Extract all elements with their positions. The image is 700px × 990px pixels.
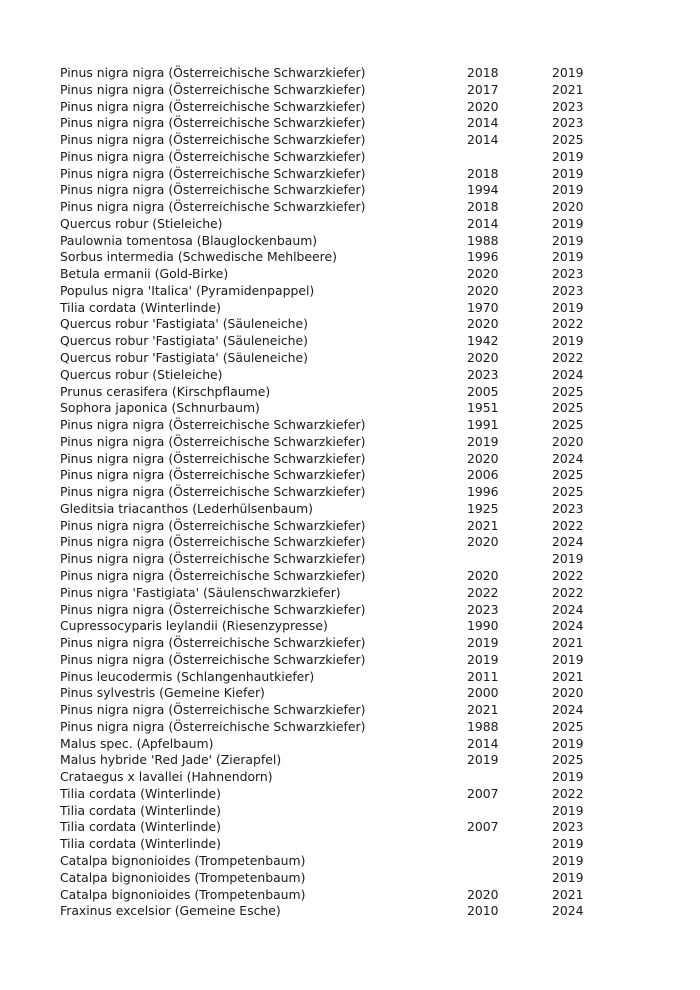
planted-year-cell: 2018 bbox=[467, 65, 499, 80]
planted-year-cell: 2020 bbox=[467, 886, 499, 902]
checked-year-cell: 2019 bbox=[552, 836, 584, 852]
table-row bbox=[60, 702, 620, 719]
species-cell: Pinus nigra nigra (Österreichische Schwarzkiefer) bbox=[60, 450, 366, 466]
table-row bbox=[60, 216, 620, 233]
checked-year-cell: 2019 bbox=[552, 165, 584, 181]
species-cell: Crataegus x lavallei (Hahnendorn) bbox=[60, 769, 273, 785]
species-cell: Tilia cordata (Winterlinde) bbox=[60, 836, 221, 852]
table-row bbox=[60, 853, 620, 870]
checked-year-cell: 2025 bbox=[552, 484, 584, 500]
planted-year-cell: 2021 bbox=[467, 702, 499, 718]
species-cell: Pinus nigra nigra (Österreichische Schwarzkiefer) bbox=[60, 635, 366, 651]
species-cell: Catalpa bignonioides (Trompetenbaum) bbox=[60, 886, 306, 902]
planted-year-cell: 2010 bbox=[467, 903, 499, 919]
checked-year-cell: 2024 bbox=[552, 618, 584, 634]
checked-year-cell: 2019 bbox=[552, 148, 584, 164]
species-cell: Pinus nigra nigra (Österreichische Schwarzkiefer) bbox=[60, 517, 366, 533]
checked-year-cell: 2025 bbox=[552, 417, 584, 433]
planted-year-cell: 1996 bbox=[467, 249, 499, 265]
species-cell: Pinus nigra nigra (Österreichische Schwarzkiefer) bbox=[60, 551, 366, 567]
species-cell: Pinus nigra nigra (Österreichische Schwarzkiefer) bbox=[60, 567, 366, 583]
checked-year-cell: 2024 bbox=[552, 903, 584, 919]
planted-year-cell: 2022 bbox=[467, 584, 499, 600]
checked-year-cell: 2019 bbox=[552, 65, 584, 80]
table-row bbox=[60, 501, 620, 518]
planted-year-cell: 2018 bbox=[467, 165, 499, 181]
planted-year-cell: 2023 bbox=[467, 601, 499, 617]
planted-year-cell: 2017 bbox=[467, 81, 499, 97]
planted-year-cell: 2020 bbox=[467, 567, 499, 583]
checked-year-cell: 2022 bbox=[552, 785, 584, 801]
planted-year-cell: 2014 bbox=[467, 115, 499, 131]
table-row bbox=[60, 199, 620, 216]
planted-year-cell: 2020 bbox=[467, 534, 499, 550]
table-row bbox=[60, 887, 620, 904]
species-cell: Pinus nigra nigra (Österreichische Schwarzkiefer) bbox=[60, 98, 366, 114]
checked-year-cell: 2025 bbox=[552, 132, 584, 148]
table-row bbox=[60, 518, 620, 535]
checked-year-cell: 2023 bbox=[552, 266, 584, 282]
species-cell: Quercus robur (Stieleiche) bbox=[60, 366, 223, 382]
checked-year-cell: 2019 bbox=[552, 735, 584, 751]
checked-year-cell: 2023 bbox=[552, 98, 584, 114]
checked-year-cell: 2021 bbox=[552, 81, 584, 97]
planted-year-cell: 2000 bbox=[467, 685, 499, 701]
checked-year-cell: 2024 bbox=[552, 702, 584, 718]
checked-year-cell: 2025 bbox=[552, 383, 584, 399]
planted-year-cell: 2007 bbox=[467, 785, 499, 801]
species-cell: Pinus nigra nigra (Österreichische Schwarzkiefer) bbox=[60, 115, 366, 131]
table-row bbox=[60, 367, 620, 384]
species-cell: Pinus nigra nigra (Österreichische Schwarzkiefer) bbox=[60, 81, 366, 97]
planted-year-cell: 2020 bbox=[467, 316, 499, 332]
table-row bbox=[60, 333, 620, 350]
table-row bbox=[60, 484, 620, 501]
table-row bbox=[60, 132, 620, 149]
checked-year-cell: 2020 bbox=[552, 685, 584, 701]
checked-year-cell: 2024 bbox=[552, 366, 584, 382]
species-cell: Betula ermanii (Gold-Birke) bbox=[60, 266, 229, 282]
planted-year-cell: 2019 bbox=[467, 433, 499, 449]
table-row bbox=[60, 266, 620, 283]
species-cell: Catalpa bignonioides (Trompetenbaum) bbox=[60, 852, 306, 868]
tree-list-table bbox=[60, 65, 620, 920]
planted-year-cell: 2020 bbox=[467, 266, 499, 282]
species-cell: Malus spec. (Apfelbaum) bbox=[60, 735, 214, 751]
checked-year-cell: 2022 bbox=[552, 517, 584, 533]
table-row bbox=[60, 534, 620, 551]
checked-year-cell: 2019 bbox=[552, 802, 584, 818]
species-cell: Pinus nigra nigra (Österreichische Schwarzkiefer) bbox=[60, 467, 366, 483]
planted-year-cell: 1994 bbox=[467, 182, 499, 198]
planted-year-cell: 1988 bbox=[467, 718, 499, 734]
checked-year-cell: 2019 bbox=[552, 232, 584, 248]
checked-year-cell: 2019 bbox=[552, 182, 584, 198]
table-row bbox=[60, 568, 620, 585]
planted-year-cell: 2014 bbox=[467, 735, 499, 751]
species-cell: Quercus robur 'Fastigiata' (Säuleneiche) bbox=[60, 333, 308, 349]
planted-year-cell: 2014 bbox=[467, 215, 499, 231]
species-cell: Pinus nigra nigra (Österreichische Schwarzkiefer) bbox=[60, 651, 366, 667]
checked-year-cell: 2019 bbox=[552, 299, 584, 315]
planted-year-cell: 2020 bbox=[467, 98, 499, 114]
species-cell: Fraxinus excelsior (Gemeine Esche) bbox=[60, 903, 281, 919]
checked-year-cell: 2019 bbox=[552, 249, 584, 265]
checked-year-cell: 2021 bbox=[552, 886, 584, 902]
table-row bbox=[60, 685, 620, 702]
planted-year-cell: 2023 bbox=[467, 366, 499, 382]
checked-year-cell: 2019 bbox=[552, 333, 584, 349]
checked-year-cell: 2025 bbox=[552, 718, 584, 734]
checked-year-cell: 2019 bbox=[552, 651, 584, 667]
species-cell: Pinus nigra nigra (Österreichische Schwarzkiefer) bbox=[60, 601, 366, 617]
species-cell: Pinus nigra nigra (Österreichische Schwarzkiefer) bbox=[60, 165, 366, 181]
species-cell: Pinus nigra nigra (Österreichische Schwarzkiefer) bbox=[60, 484, 366, 500]
species-cell: Pinus nigra nigra (Österreichische Schwarzkiefer) bbox=[60, 182, 366, 198]
table-row bbox=[60, 300, 620, 317]
checked-year-cell: 2019 bbox=[552, 869, 584, 885]
checked-year-cell: 2024 bbox=[552, 601, 584, 617]
planted-year-cell: 1991 bbox=[467, 417, 499, 433]
checked-year-cell: 2020 bbox=[552, 433, 584, 449]
species-cell: Catalpa bignonioides (Trompetenbaum) bbox=[60, 869, 306, 885]
table-row bbox=[60, 417, 620, 434]
table-row bbox=[60, 115, 620, 132]
table-row bbox=[60, 149, 620, 166]
species-cell: Pinus nigra 'Fastigiata' (Säulenschwarzkiefer) bbox=[60, 584, 341, 600]
table-row bbox=[60, 903, 620, 920]
species-cell: Cupressocyparis leylandii (Riesenzypresse) bbox=[60, 618, 328, 634]
checked-year-cell: 2024 bbox=[552, 450, 584, 466]
checked-year-cell: 2023 bbox=[552, 282, 584, 298]
table-row bbox=[60, 769, 620, 786]
planted-year-cell: 1925 bbox=[467, 500, 499, 516]
table-row bbox=[60, 434, 620, 451]
species-cell: Pinus leucodermis (Schlangenhautkiefer) bbox=[60, 668, 315, 684]
table-row bbox=[60, 451, 620, 468]
table-row bbox=[60, 182, 620, 199]
planted-year-cell: 2019 bbox=[467, 651, 499, 667]
species-cell: Sorbus intermedia (Schwedische Mehlbeere) bbox=[60, 249, 337, 265]
checked-year-cell: 2022 bbox=[552, 350, 584, 366]
planted-year-cell: 2014 bbox=[467, 132, 499, 148]
table-row bbox=[60, 635, 620, 652]
table-row bbox=[60, 870, 620, 887]
planted-year-cell: 2020 bbox=[467, 350, 499, 366]
species-cell: Pinus nigra nigra (Österreichische Schwarzkiefer) bbox=[60, 148, 366, 164]
species-cell: Tilia cordata (Winterlinde) bbox=[60, 299, 221, 315]
table-row bbox=[60, 819, 620, 836]
checked-year-cell: 2023 bbox=[552, 115, 584, 131]
species-cell: Prunus cerasifera (Kirschpflaume) bbox=[60, 383, 271, 399]
checked-year-cell: 2019 bbox=[552, 852, 584, 868]
species-cell: Pinus nigra nigra (Österreichische Schwarzkiefer) bbox=[60, 433, 366, 449]
table-row bbox=[60, 316, 620, 333]
planted-year-cell: 2019 bbox=[467, 752, 499, 768]
checked-year-cell: 2023 bbox=[552, 819, 584, 835]
species-cell: Pinus sylvestris (Gemeine Kiefer) bbox=[60, 685, 265, 701]
checked-year-cell: 2019 bbox=[552, 769, 584, 785]
table-row bbox=[60, 384, 620, 401]
planted-year-cell: 1951 bbox=[467, 400, 499, 416]
table-row bbox=[60, 233, 620, 250]
checked-year-cell: 2025 bbox=[552, 400, 584, 416]
checked-year-cell: 2021 bbox=[552, 668, 584, 684]
planted-year-cell: 2011 bbox=[467, 668, 499, 684]
table-row bbox=[60, 166, 620, 183]
species-cell: Pinus nigra nigra (Österreichische Schwarzkiefer) bbox=[60, 132, 366, 148]
checked-year-cell: 2022 bbox=[552, 584, 584, 600]
planted-year-cell: 2019 bbox=[467, 635, 499, 651]
checked-year-cell: 2022 bbox=[552, 316, 584, 332]
table-row bbox=[60, 585, 620, 602]
species-cell: Pinus nigra nigra (Österreichische Schwarzkiefer) bbox=[60, 718, 366, 734]
species-cell: Paulownia tomentosa (Blauglockenbaum) bbox=[60, 232, 318, 248]
species-cell: Sophora japonica (Schnurbaum) bbox=[60, 400, 260, 416]
species-cell: Quercus robur (Stieleiche) bbox=[60, 215, 223, 231]
checked-year-cell: 2019 bbox=[552, 215, 584, 231]
checked-year-cell: 2022 bbox=[552, 567, 584, 583]
planted-year-cell: 1942 bbox=[467, 333, 499, 349]
table-row bbox=[60, 65, 620, 82]
table-row bbox=[60, 618, 620, 635]
table-row bbox=[60, 719, 620, 736]
species-cell: Quercus robur 'Fastigiata' (Säuleneiche) bbox=[60, 350, 308, 366]
species-cell: Gleditsia triacanthos (Lederhülsenbaum) bbox=[60, 500, 313, 516]
planted-year-cell: 1970 bbox=[467, 299, 499, 315]
planted-year-cell: 2021 bbox=[467, 517, 499, 533]
table-row bbox=[60, 669, 620, 686]
table-row bbox=[60, 350, 620, 367]
table-row bbox=[60, 602, 620, 619]
table-row bbox=[60, 551, 620, 568]
species-cell: Populus nigra 'Italica' (Pyramidenpappel) bbox=[60, 282, 315, 298]
checked-year-cell: 2025 bbox=[552, 752, 584, 768]
planted-year-cell: 2007 bbox=[467, 819, 499, 835]
species-cell: Tilia cordata (Winterlinde) bbox=[60, 819, 221, 835]
table-row bbox=[60, 249, 620, 266]
planted-year-cell: 1996 bbox=[467, 484, 499, 500]
table-row bbox=[60, 786, 620, 803]
planted-year-cell: 2018 bbox=[467, 199, 499, 215]
species-cell: Pinus nigra nigra (Österreichische Schwarzkiefer) bbox=[60, 199, 366, 215]
table-row bbox=[60, 803, 620, 820]
planted-year-cell: 2020 bbox=[467, 282, 499, 298]
table-row bbox=[60, 467, 620, 484]
planted-year-cell: 1990 bbox=[467, 618, 499, 634]
planted-year-cell: 2020 bbox=[467, 450, 499, 466]
species-cell: Pinus nigra nigra (Österreichische Schwarzkiefer) bbox=[60, 417, 366, 433]
checked-year-cell: 2025 bbox=[552, 467, 584, 483]
planted-year-cell: 2005 bbox=[467, 383, 499, 399]
table-row bbox=[60, 400, 620, 417]
species-cell: Pinus nigra nigra (Österreichische Schwarzkiefer) bbox=[60, 65, 366, 80]
checked-year-cell: 2019 bbox=[552, 551, 584, 567]
checked-year-cell: 2021 bbox=[552, 635, 584, 651]
table-row bbox=[60, 752, 620, 769]
table-row bbox=[60, 283, 620, 300]
table-row bbox=[60, 736, 620, 753]
table-row bbox=[60, 652, 620, 669]
checked-year-cell: 2023 bbox=[552, 500, 584, 516]
table-row bbox=[60, 82, 620, 99]
checked-year-cell: 2024 bbox=[552, 534, 584, 550]
table-row bbox=[60, 836, 620, 853]
planted-year-cell: 1988 bbox=[467, 232, 499, 248]
planted-year-cell: 2006 bbox=[467, 467, 499, 483]
species-cell: Pinus nigra nigra (Österreichische Schwarzkiefer) bbox=[60, 534, 366, 550]
species-cell: Pinus nigra nigra (Österreichische Schwarzkiefer) bbox=[60, 702, 366, 718]
species-cell: Tilia cordata (Winterlinde) bbox=[60, 802, 221, 818]
table-row bbox=[60, 99, 620, 116]
species-cell: Tilia cordata (Winterlinde) bbox=[60, 785, 221, 801]
species-cell: Malus hybride 'Red Jade' (Zierapfel) bbox=[60, 752, 282, 768]
checked-year-cell: 2020 bbox=[552, 199, 584, 215]
species-cell: Quercus robur 'Fastigiata' (Säuleneiche) bbox=[60, 316, 308, 332]
